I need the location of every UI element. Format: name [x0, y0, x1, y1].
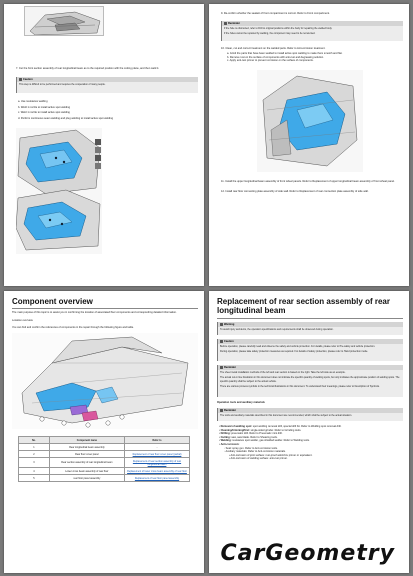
list-item: a. Use resistance welding [18, 100, 48, 103]
table-row: 2 Rear floor cover panel Replacement of rear floor cover panel (partial) [19, 451, 190, 458]
step-10: 10. Clean, cut and correct treatment on the welded parts. Refer to Anti-corrosion treatment. [221, 47, 326, 50]
refer-link[interactable]: Replacement of rear section assembly of rear longitudinal beam [125, 458, 190, 468]
refer-link[interactable]: Replacement of rear floor cover panel (partial) [125, 451, 190, 458]
page-title: Component overview [12, 297, 93, 306]
list-item: c. Apply anti-rust primer to prevent corrosion on the surface of components. [227, 59, 314, 63]
list-item: ▪ Anti-corrosion of joint surface: rust-proof weld-thru primer or equivalent. [229, 453, 313, 457]
col-header-no: No. [19, 437, 50, 444]
figure-caption: You can find and confirm the references of components in the repair through the following figure and table. [12, 326, 134, 329]
list-item: ◦ Seal: spray gun. Refer to Anti-corrosion tools. [224, 446, 278, 450]
list-item: • Anti-corrosion: [219, 442, 240, 446]
section-subhead: Operation tools and auxiliary materials [217, 401, 265, 404]
table-row: 3 Rear section assembly of rear longitudinal beam Replacement of rear section assembly of rear longitudinal beam [19, 458, 190, 468]
reminder-icon [220, 409, 223, 412]
list-item: ◦ Auxiliary materials: Refer to Anti-corrosion materials. [224, 450, 286, 454]
reminder-title: Reminder [222, 21, 403, 26]
reminder2-title: Reminder [218, 408, 403, 413]
list-item: b. Weld 1 nozzle to install active spot welding [18, 105, 71, 109]
caution-title: Caution [17, 77, 198, 82]
reminder2-notice: Reminder The tools and auxiliary materials described in this document are recommended, which shall be subject to the actual situation. [217, 408, 403, 421]
col-header-refer: Refer to [125, 437, 190, 444]
list-item: c. Weld 1 nozzle to install active spot welding [18, 111, 70, 115]
list-item: • Removal of welding spot: spot welding removal drill, special drill bit. Refer to Welding spot removal drill. [219, 425, 342, 428]
step-7 [16, 67, 196, 71]
refer-link[interactable]: Replacement of rear floor panel assembly [125, 475, 190, 482]
components-table [18, 436, 190, 482]
tools-list [219, 425, 403, 461]
section-subhead: Location overview [12, 319, 33, 322]
step-text: Cut the front section assembly of rear longitudinal beam as to the required position with the cutting plane, and then weld it. [18, 67, 160, 70]
reminder-icon [224, 22, 227, 25]
reminder-icon [220, 366, 223, 369]
list-item: d. Perform continuous seam welding and plug welding to install active spot welding [18, 116, 114, 120]
step-9: 9. Re-confirm whether the sealant of front compartment is correct. Refer to Front compartment. [221, 12, 330, 15]
reminder-title: Reminder [218, 365, 403, 370]
list-item: b. Remove rust on the surface of components with anti-rust and degreasing solution. [227, 55, 324, 59]
document-page-3 [4, 291, 204, 573]
reminder-notice: Reminder The sheet metal installation methods of the left and rear section is based on the right. Take the left side as an example. The actual cut-in line illustration in this document does not indicate the specific quantity of welding spots, but only indicates the approximate position of welding spots. The specific quantity shall be subject to the actual vehicle. There are various process symbols in the technical illustrations in this document. To understand their meanings, please refer to Description of Symbols. [217, 365, 403, 397]
list-item: • Drilling: pneumatic drill. Refer to Pneumatic mini drill. [219, 432, 283, 436]
site-watermark: CarGeometry [220, 541, 395, 566]
warning-icon [220, 323, 223, 326]
list-item: • Welding: resistance spot welder, gas shielded welder. Refer to Welding tools. [219, 439, 310, 443]
page-title: Replacement of rear section assembly of rear longitudinal beam [217, 297, 390, 315]
document-page-2 [209, 4, 409, 286]
table-row: 4 Lower cross beam assembly of rear floor Replacement of lower cross beam assembly of rear floor [19, 468, 190, 475]
warning-notice [217, 322, 403, 335]
step-number: 7. [16, 67, 19, 70]
rear-body-figure [257, 70, 363, 172]
reminder-line: If the hole is obstructed, refer to Drill to original positions within the body for repairing the welded body. [224, 27, 333, 31]
top-body-figure [24, 6, 104, 36]
longitudinal-beam-weld-figure [16, 128, 102, 254]
treatment-list [227, 52, 403, 63]
welding-list [18, 100, 188, 120]
caution-icon [19, 78, 22, 81]
reminder-notice [221, 21, 403, 41]
refer-link[interactable]: Replacement of lower cross beam assembly of rear floor [125, 468, 190, 475]
caution-notice [16, 77, 198, 93]
caution-text: This step is difficult to be performed and requires the cooperation of many people. [19, 83, 106, 87]
intro-text: The main purpose of this topic is to assist you in confirming the location of associated floor components and corresponding detailed information. [12, 311, 177, 314]
caution-notice: Caution Before operation, please carefully read and observe the safety and vehicle protection. For details, please refer to Pre-safety and vehicle protection. During operation, please take safety protection measures as required. For details of safety protection, please refer to Hand protection mode. [217, 339, 403, 361]
reminder-line: If the holes cannot be repaired by welding, the component may need to be remounted. [224, 32, 316, 36]
warning-text: To avoid injury accidents, the operation specifications and requirements shall be observed during operation. [220, 328, 334, 332]
list-item: a. Grind the parts that have been welded to install active spot welding to make them smooth and flat. [227, 52, 343, 55]
caution-icon [220, 340, 223, 343]
col-header-component: Component name [49, 437, 124, 444]
floor-components-figure [12, 333, 198, 429]
document-page-4 [209, 291, 409, 573]
step-12: 12. Install rear floor connecting plate assembly of side wall. Refer to Replacement of rear connection plate assembly of side wall. [221, 190, 369, 193]
list-item: • Cleaning/trimming/first: single-sided grinder. Refer to Grinding tools. [219, 428, 302, 432]
tool-icons [94, 139, 102, 174]
document-page-1 [4, 4, 204, 286]
warning-title: Warning [218, 322, 403, 327]
step-11: 11. Install the upper longitudinal beam assembly of front wheel panels. Refer to Replacement of upper longitudinal beam assembly of front wheel panel. [221, 180, 395, 183]
table-row: 1 Rear longitudinal beam assembly - [19, 444, 190, 451]
list-item: ▪ Anti-corrosion of welding surface: anti-rust primer. [229, 457, 288, 461]
table-row: 5 rear floor panel assembly Replacement of rear floor panel assembly [19, 475, 190, 482]
caution-title: Caution [218, 339, 403, 344]
list-item: • Cutting: saw, saw blade. Refer to Shearing tools. [219, 435, 278, 439]
